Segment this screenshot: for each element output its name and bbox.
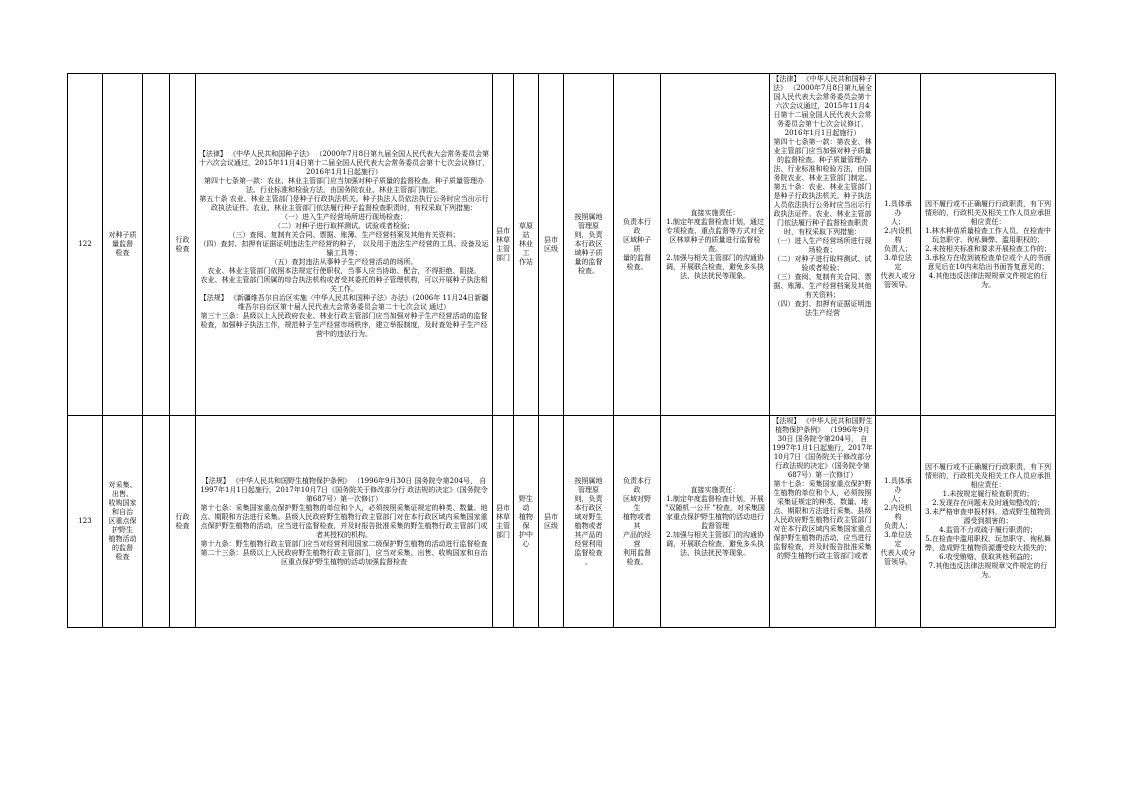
measures-cell: 直接实施责任： 1.制定年度监督检查计划，通过专项检查、重点监督等方式对全区林草种子的质量进行监督检查。 2.加强与相关主管部门的沟通协调，开展联合检查，避免多头执法、执法扰民等现象。 [661, 74, 770, 416]
item-name-cell: 对种子质 量监督 检查 [103, 74, 143, 416]
accountability-cell: 因不履行或不正确履行行政职责，有下列情形的，行政机关及相关工作人员应承担相应责任： 1.林木种苗质量检查工作人员，在检查中玩忽职守、徇私舞弊、滥用职权的； 2.未按相关标准和要求开展检查工作的； 3.承检方在收到被检查单位或个人的书面意见后在10内未给出书面答复意见的； 4.其他违反法律法规规章文件规定的行为。 [921, 74, 1056, 416]
unit-cell: 草原 站 林业 工 作站 [514, 74, 539, 416]
body-cell: 县市 林草 主管 部门 [493, 74, 514, 416]
seq-cell: 123 [68, 416, 103, 628]
content-cell: 负责本行 政 区域对野 生 植物或者 其 产品的经 营 利用监督 检查。 [614, 416, 661, 628]
subject-cell: 1.具体承 办 人； 2.内设机 构 负责人； 3.单位法 定 代表人或分 管领导。 [876, 74, 921, 416]
table-row [68, 74, 1056, 416]
measures-cell: 直接实施责任： 1.制定年度监督检查计划，开展 "双随机一公开 "检查，对采集国家重点保护野生植物的活动进行监督管理 2.加强与相关主管部门的沟通协调，开展联合检查，避免多头执法、执法扰民等现象。 [661, 416, 770, 628]
subject-cell: 1.具体承 办 人； 2.内设机 构 负责人； 3.单位法 定 代表人或分 管领导。 [876, 416, 921, 628]
legal-basis-cell [196, 74, 493, 416]
content-cell: 负责本行 政 区域种子 质 量的监督 检查。 [614, 74, 661, 416]
principle-cell: 按照属地 管理原 则，负责 本行政区 域种子质 量的监督 检查。 [564, 74, 614, 416]
legal-basis-text: 【法规】 《中华人民共和国野生植物保护条例》 （1996年9月30日 国务院令第204号， 自1997年1月1日起施行，2017年10月7日《国务院关于修改部分行 政法规的决定》（国务院令第687号）第一次修订） 第十七条：采集国家重点保护野生植物的单位和个人，必须按照采集证规定的种类、数量、地点、期限和方法进行采集。县级人民政府野生植物行政主管部门对在本行政区域内采集国家重点保护野生植物的活动，应当进行监督检查，并及时报告批准采集的野生植物行政主管部门或者其授权的机构。 第十九条：野生植物行政主管部门应当对经营利用国家二级保护野生植物的活动进行监督检查 第二十三条：县级以上人民政府野生植物行政主管部门，应当对采集、出售、收购国家和自治区重点保护野生植物的活动加强监督检查 [200, 476, 488, 566]
seq-cell: 122 [68, 74, 103, 416]
item-name-cell: 对采集、 出售、 收购国家 和自治 区重点保 护野生 植物活动 的监督 检查 [103, 416, 143, 628]
accountability-cell: 因不履行或不正确履行行政职责，有下列情形的，行政机关及相关工作人员应承担相应责任： 1.未按规定履行检查职责的； 2.发现存在问题未及时通知整改的； 3.未严格审查申报材料，造成野生植物资源受到损害的； 4.监管不力或疏于履行职责的； 5.在检查中滥用职权、玩忽职守、徇私舞弊，造成野生植物资源遭受较大损失的； 6.收受贿赂、获取其他利益的； 7.其他违反法律法规规章文件规定的行为。 [921, 416, 1056, 628]
type-cell: 行政 检查 [170, 74, 196, 416]
basis-cell: 【法律】 《中华人民共和国种子法》 （2000年7月8日第九届全国人民代表大会常务委员会第十六次会议通过，2015年11月4日第十二届全国人民代表大会常务委员会第十七次会议修订，2016年1月1日起施行） 第四十七条第一款：第农业、林业主管部门应当加强对种子质量的监督检查。种子质量管理办法、行业标准和检验方法，由国务院农业、林业主管部门制定。 第五十条：农业、林业主管部门是种子行政执法机关。种子执法人员依法执行公务时应当出示行政执法证件。农业、林业主管部门依法履行种子监督检查职责时，有权采取下列措施： （一）进入生产经营场所进行现场检查； （二）对种子进行取样测试、试验或者检验； （三）查阅、复制有关合同、票据、账簿、生产经营档案及其他有关资料； （四）查封、扣押有证据证明违法生产经营 [770, 74, 876, 416]
empty-cell [143, 74, 170, 416]
legal-basis-cell [196, 416, 493, 628]
level-cell: 县市 区级 [539, 74, 564, 416]
principle-cell: 按照属地 管理原 则，负责 本行政区 域对野生 植物或者 其产品的 经营利用 监督检查 。 [564, 416, 614, 628]
basis-cell: 【法规】 《中华人民共和国野生植物保护条例》 （1996年9月30日 国务院令第204号， 自1997年1月1日起施行，2017年10月7日《国务院关于修改部分行政法规的决定》（国务院令第687号）第一次修订） 第十七条：采集国家重点保护野生植物的单位和个人，必须按照采集证规定的种类、数量、地点、期限和方法进行采集。县级人民政府野生植物行政主管部门对在本行政区域内采集国家重点保护野生植物的活动，应当进行监督检查，并及时报告批准采集的野生植物行政主管部门或者 [770, 416, 876, 628]
enforcement-table [67, 73, 1056, 628]
empty-cell [143, 416, 170, 628]
legal-basis-text: 【法律】 《中华人民共和国种子法》 （2000年7月8日第九届全国人民代表大会常务委员会第十六次会议通过，2015年11月4日第十二届全国人民代表大会常务委员会第十七次会议修订，2016年1月1日起施行） 第四十七条第一款：农业、林业主管部门应当加强对种子质量的监督检查。种子质量管理办法、行业标准和检验方法，由国务院农业、林业主管部门制定。 第五十条 农业、林业主管部门是种子行政执法机关。种子执法人员依法执行公务时应当出示行政执法证件。农业、林业主管部门依法履行种子监督检查职责时，有权采取下列措施： （一）进入生产经营场所进行现场检查； （二）对种子进行取样测试、试验或者检验； （三）查阅、复制有关合同、票据、账簿、生产经营档案及其他有关资料； （四）查封、扣押有证据证明违法生产经营的种子， 以及用于违法生产经营的工具、设备及运输工具等； （五）查封违法从事种子生产经营活动的场所。 农业、林业主管部门依照本法规定行使职权，当事人应当协助、配合，不得拒绝、阻挠。 农业、林业主管部门所属的综合执法机构或者受其委托的种子管理机构，可以开展种子执法相关工作。 【法规】 《新疆维吾尔自治区实施〈中华人民共和国种子法〉办法》（2006年 11月24日新疆维吾尔自治区第十届人民代表大会常务委员会第二十七次会议 通过） 第三十三条：县级以上人民政府农业、林业行政主管部门应当加强对种子生产经营活动的监督检查，加强种子执法工作，规范种子生产经营市场秩序，建立举报制度，及时查处种子生产经营中的违法行为。 [198, 150, 490, 338]
body-cell: 县市 林草 主管 部门 [493, 416, 514, 628]
unit-cell: 野生 动 植物 保 护中 心 [514, 416, 539, 628]
level-cell: 县市 区级 [539, 416, 564, 628]
table-row [68, 416, 1056, 628]
type-cell: 行政 检查 [170, 416, 196, 628]
